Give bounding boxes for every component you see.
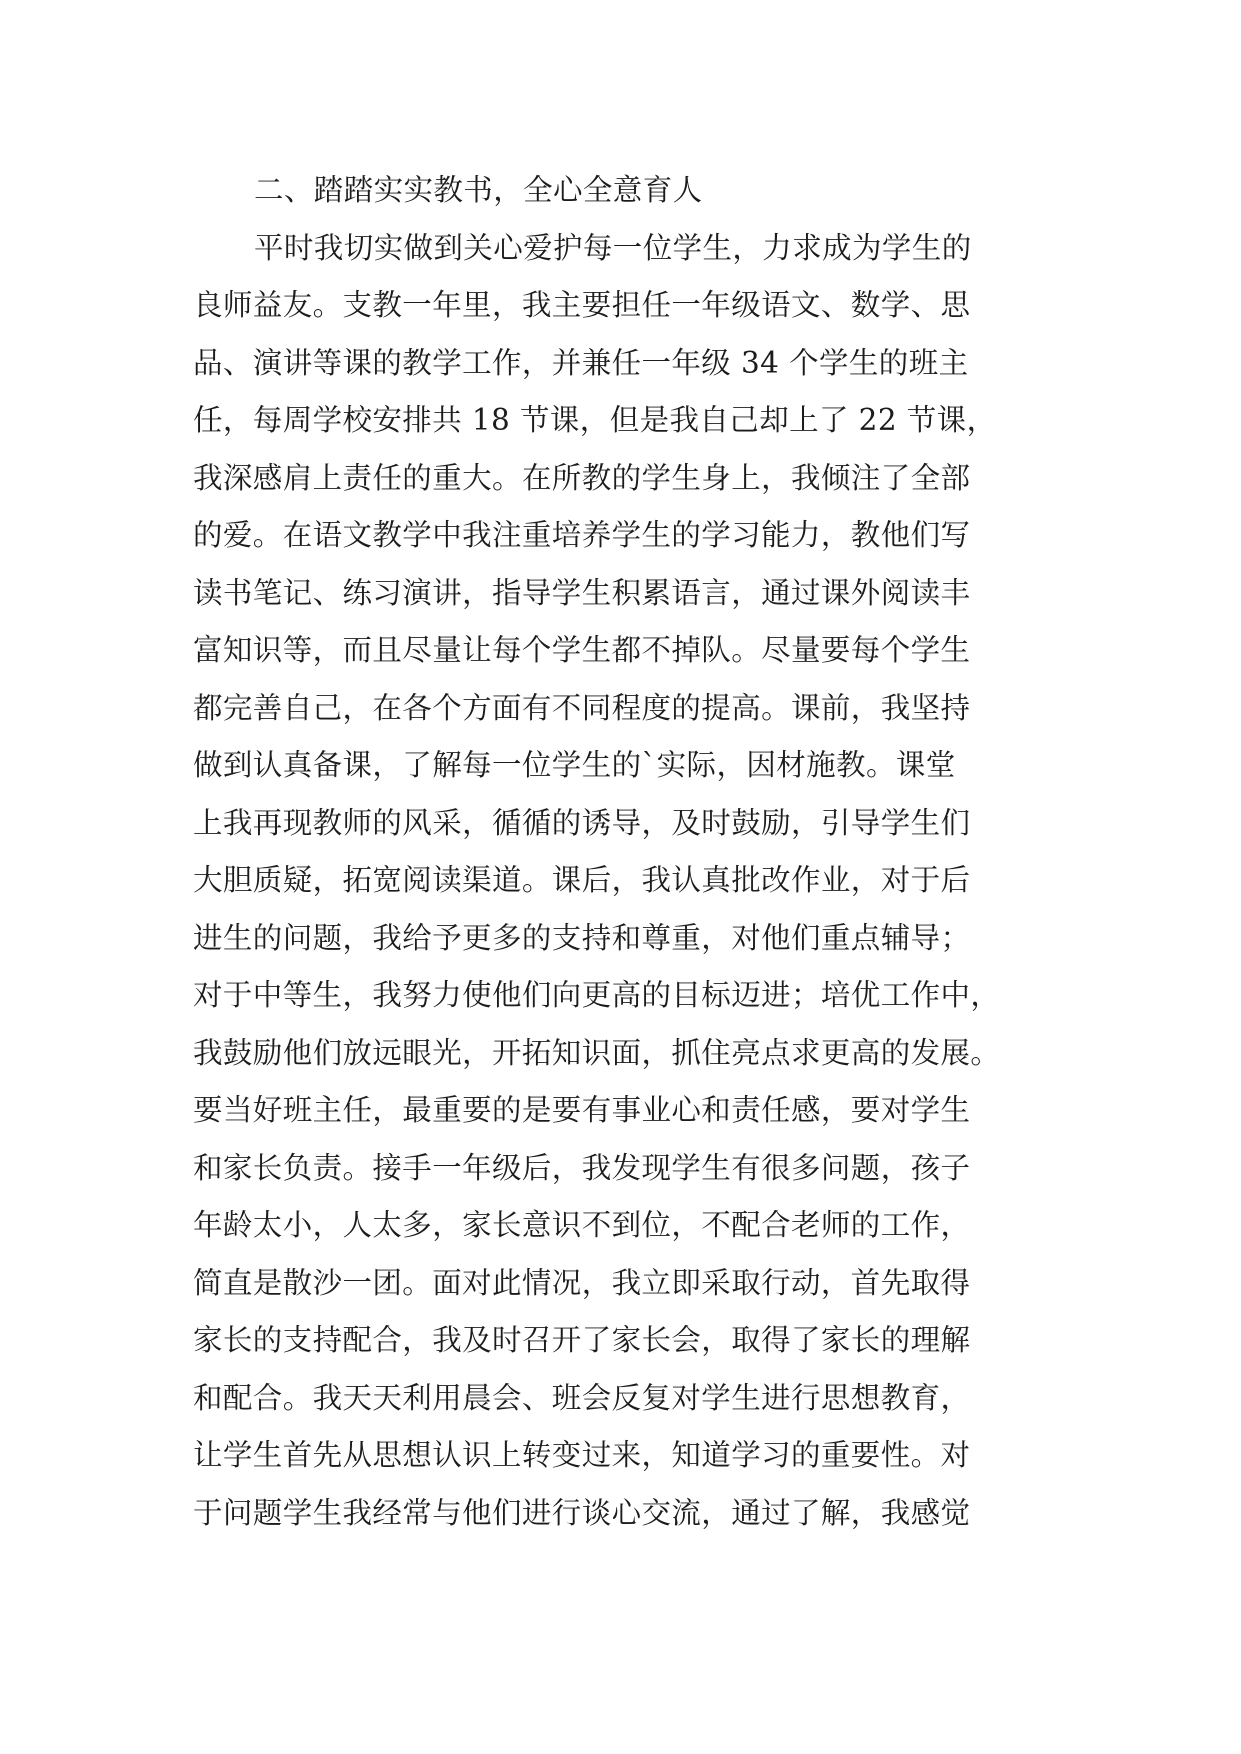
paragraph-line: 大胆质疑，拓宽阅读渠道。课后，我认真批改作业，对于后 xyxy=(193,863,971,897)
paragraph-line: 让学生首先从思想认识上转变过来，知道学习的重要性。对 xyxy=(193,1438,971,1472)
paragraph-line: 和配合。我天天利用晨会、班会反复对学生进行思想教育， xyxy=(193,1380,971,1415)
section-heading: 二、踏踏实实教书，全心全意育人 xyxy=(254,173,703,207)
paragraph-line: 家长的支持配合，我及时召开了家长会，取得了家长的理解 xyxy=(193,1323,971,1357)
paragraph-line: 年龄太小，人太多，家长意识不到位，不配合老师的工作， xyxy=(193,1208,971,1242)
paragraph-line: 的爱。在语文教学中我注重培养学生的学习能力，教他们写 xyxy=(193,518,971,552)
paragraph-line: 富知识等，而且尽量让每个学生都不掉队。尽量要每个学生 xyxy=(193,633,971,667)
document-body xyxy=(193,162,1053,1542)
paragraph-line: 做到认真备课，了解每一位学生的`实际，因材施教。课堂 xyxy=(193,748,956,782)
paragraph-line: 要当好班主任，最重要的是要有事业心和责任感，要对学生 xyxy=(193,1093,971,1127)
paragraph-line: 任，每周学校安排共 18 节课，但是我自己却上了 22 节课， xyxy=(193,403,997,437)
paragraph-line: 于问题学生我经常与他们进行谈心交流，通过了解，我感觉 xyxy=(193,1495,971,1530)
paragraph-line: 上我再现教师的风采，循循的诱导，及时鼓励，引导学生们 xyxy=(193,805,971,840)
paragraph-line: 我鼓励他们放远眼光，开拓知识面，抓住亮点求更高的发展。 xyxy=(193,1035,1001,1070)
paragraph-line: 读书笔记、练习演讲，指导学生积累语言，通过课外阅读丰 xyxy=(193,575,971,610)
paragraph-line: 品、演讲等课的教学工作，并兼任一年级 34 个学生的班主 xyxy=(193,345,969,380)
paragraph-line: 对于中等生，我努力使他们向更高的目标迈进；培优工作中， xyxy=(193,978,1001,1012)
paragraph-line: 平时我切实做到关心爱护每一位学生，力求成为学生的 xyxy=(254,230,972,265)
paragraph-line: 良师益友。支教一年里，我主要担任一年级语文、数学、思 xyxy=(193,288,971,322)
paragraph-line: 进生的问题，我给予更多的支持和尊重，对他们重点辅导； xyxy=(193,920,971,955)
paragraph-line: 和家长负责。接手一年级后，我发现学生有很多问题，孩子 xyxy=(193,1150,971,1185)
paragraph-line: 我深感肩上责任的重大。在所教的学生身上，我倾注了全部 xyxy=(193,460,971,495)
paragraph-line: 都完善自己，在各个方面有不同程度的提高。课前，我坚持 xyxy=(193,690,971,725)
paragraph-line: 简直是散沙一团。面对此情况，我立即采取行动，首先取得 xyxy=(193,1265,971,1300)
